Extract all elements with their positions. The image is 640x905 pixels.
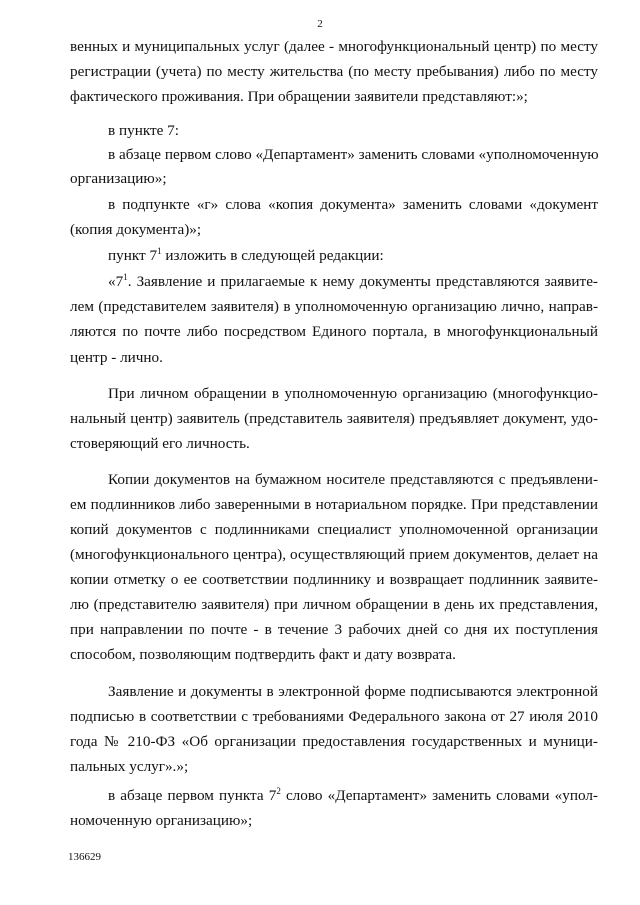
text-line: (многофункционального центра), осуществляющий прием документов, делает на [70, 546, 598, 563]
text-line: лю (представителю заявителя) при личном обращении в день их представления, [70, 596, 598, 613]
text-line [108, 247, 384, 265]
page-number: 2 [317, 18, 323, 30]
text-line: пальных услуг».»; [70, 758, 189, 775]
text-line: ем подлинников либо заверенными в нотариальном порядке. При представлении [70, 496, 598, 513]
text-line: при направлении по почте - в течение 3 рабочих дней со дня их поступления [70, 621, 598, 638]
text-fragment: «7 [108, 273, 124, 290]
text-line: организацию»; [70, 170, 167, 187]
text-line: способом, позволяющим подтвердить факт и дату возврата. [70, 646, 456, 663]
superscript: 2 [276, 785, 281, 796]
text-line: Заявление и документы в электронной форме подписываются электронной [108, 683, 598, 700]
text-line: подписью в соответствии с требованиями Федерального закона от 27 июля 2010 [70, 708, 598, 725]
text-line: фактического проживания. При обращении заявители представляют:»; [70, 88, 528, 105]
text-line: венных и муниципальных услуг (далее - многофункциональный центр) по месту [70, 38, 598, 55]
text-line: центр - лично. [70, 349, 163, 366]
text-line: в абзаце первом слово «Департамент» заменить словами «уполномоченную [108, 146, 599, 163]
superscript: 1 [123, 271, 128, 282]
text-line: номоченную организацию»; [70, 812, 253, 829]
text-fragment: . Заявление и прилагаемые к нему документы представляются заявите- [127, 273, 598, 290]
text-line: Копии документов на бумажном носителе представляются с предъявлени- [108, 471, 598, 488]
superscript: 1 [157, 245, 162, 256]
text-line: в пункте 7: [108, 122, 179, 139]
text-line: При личном обращении в уполномоченную организацию (многофункцио- [108, 385, 598, 402]
text-line: ляются по почте либо посредством Единого портала, в многофункциональный [70, 323, 598, 340]
text-line: нальный центр) заявитель (представитель заявителя) предъявляет документ, удо- [70, 410, 598, 427]
text-line: регистрации (учета) по месту жительства (по месту пребывания) либо по месту [70, 63, 598, 80]
text-line: года № 210-ФЗ «Об организации предоставления государственных и муници- [70, 733, 598, 750]
text-fragment: слово «Департамент» заменить словами «упол- [280, 787, 598, 804]
document-code: 136629 [68, 851, 101, 863]
text-line: копий документов с подлинниками специалист уполномоченной организации [70, 521, 598, 538]
text-line: (копия документа)»; [70, 221, 202, 238]
text-line [108, 273, 598, 291]
text-line [108, 787, 598, 805]
text-fragment: в абзаце первом пункта 7 [108, 787, 277, 804]
text-fragment: пункт 7 [108, 247, 158, 264]
text-line: лем (представителем заявителя) в уполномоченную организацию лично, направ- [70, 298, 598, 315]
text-fragment: изложить в следующей редакции: [161, 247, 384, 264]
text-line: стоверяющий его личность. [70, 435, 250, 452]
text-line: копии отметку о ее соответствии подлиннику и возвращает подлинник заявите- [70, 571, 598, 588]
text-line: в подпункте «г» слова «копия документа» заменить словами «документ [108, 196, 598, 213]
